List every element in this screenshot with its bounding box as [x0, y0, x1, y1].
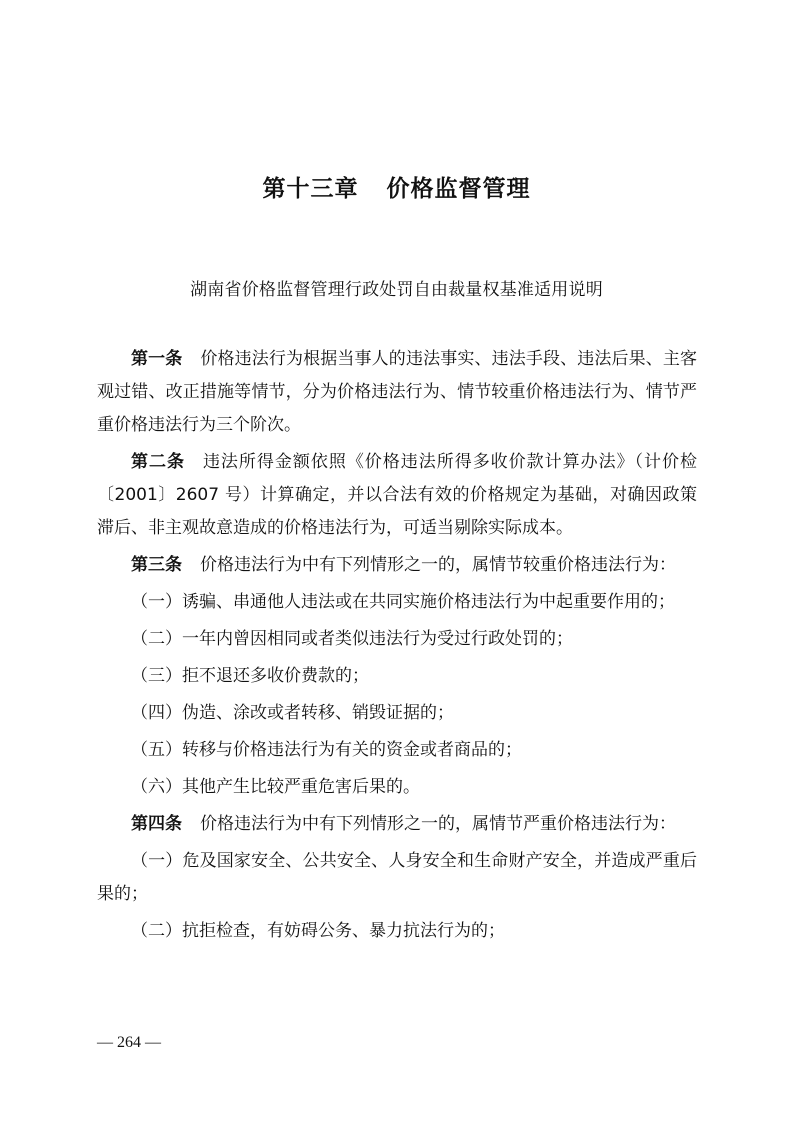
list-item: （六）其他产生比较严重危害后果的。	[131, 777, 420, 797]
list-item: （二）一年内曾因相同或者类似违法行为受过行政处罚的；	[131, 629, 573, 649]
article-label: 第二条	[131, 452, 185, 472]
chapter-name: 价格监督管理	[386, 176, 531, 202]
list-item: （一）诱骗、串通他人违法或在共同实施价格违法行为中起重要作用的；	[131, 592, 675, 612]
list-item: （五）转移与价格违法行为有关的资金或者商品的；	[131, 740, 522, 760]
article-text: 价格违法行为中有下列情形之一的，属情节较重价格违法行为：	[200, 555, 676, 575]
article-text: 违法所得金额依照《价格违法所得多收价款计算办法》（计价检〔2001〕2607 号）计算确定，并以合法有效的价格规定为基础，对确因政策滞后、非主观故意造成的价格违法行为，可适当剔除实际成本。	[97, 452, 698, 538]
article-4	[97, 808, 697, 841]
article-1	[97, 343, 697, 442]
chapter-number: 第十三章	[262, 176, 359, 202]
document-subtitle: 湖南省价格监督管理行政处罚自由裁量权基准适用说明	[190, 280, 603, 300]
article-text: 价格违法行为中有下列情形之一的，属情节严重价格违法行为：	[200, 814, 676, 834]
article-label: 第一条	[131, 349, 183, 369]
document-body	[97, 343, 697, 948]
page-number: — 264 —	[97, 1034, 161, 1051]
article-2	[97, 446, 697, 545]
list-item: （一）危及国家安全、公共安全、人身安全和生命财产安全，并造成严重后果的；	[97, 851, 697, 904]
list-item: （三）拒不退还多收价费款的；	[131, 666, 369, 686]
article-label: 第三条	[131, 555, 182, 575]
article-label: 第四条	[131, 814, 182, 834]
chapter-title	[0, 170, 793, 203]
list-item: （四）伪造、涂改或者转移、销毁证据的；	[131, 703, 454, 723]
article-3	[97, 549, 697, 582]
list-item: （二）抗拒检查，有妨碍公务、暴力抗法行为的；	[131, 921, 505, 941]
article-text: 价格违法行为根据当事人的违法事实、违法手段、违法后果、主客观过错、改正措施等情节，分为价格违法行为、情节较重价格违法行为、情节严重价格违法行为三个阶次。	[97, 349, 698, 435]
